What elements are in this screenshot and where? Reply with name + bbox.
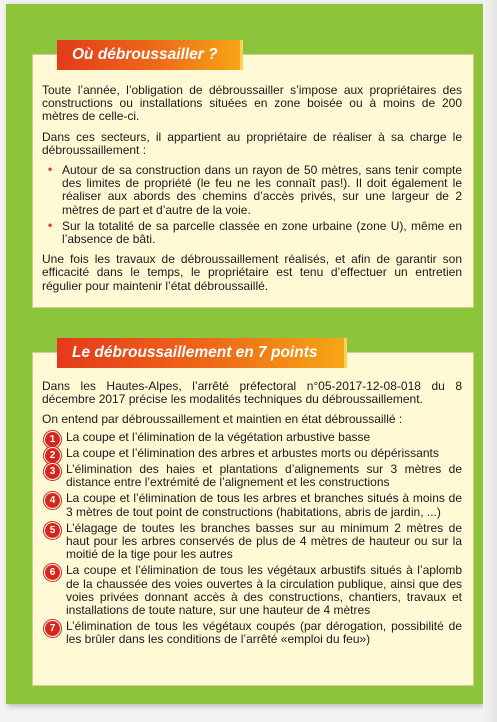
number-badge-icon: 4 bbox=[44, 492, 61, 509]
point-item bbox=[42, 492, 462, 518]
point-item bbox=[42, 447, 462, 460]
bullet-list bbox=[42, 164, 462, 246]
bullet-text: Autour de sa construction dans un rayon de 50 mètres, sans tenir compte des limites de propriété (le feu ne les connaît pas!). Il doit également le réaliser aux abords des chemins d’accès privés, sur une largeur de 2 mètres de part et d’autre de la voie. bbox=[62, 163, 462, 217]
point-text: La coupe et l’élimination de tous les arbres et branches situés à moins de 3 mètres de tout point de constructions (habitations, abris de jardin, ...) bbox=[66, 491, 462, 519]
section-title-7-points: Le débroussaillement en 7 points bbox=[57, 338, 347, 368]
point-text: La coupe et l’élimination des arbres et arbustes morts ou dépérissants bbox=[66, 445, 439, 460]
number-badge-icon: 3 bbox=[44, 463, 61, 480]
point-text: L’élagage de toutes les branches basses sur au minimum 2 mètres de haut pour les arbres conservés de plus de 4 mètres de hauteur ou sur la moitié de la tige pour les autres bbox=[66, 520, 462, 562]
point-item bbox=[42, 431, 462, 444]
paragraph-obligation: Toute l’année, l’obligation de débroussailler s’impose aux propriétaires des constructions ou installations situées en zone boisée ou à moins de 200 mètres de celle-ci. bbox=[42, 83, 462, 124]
numbered-points-list bbox=[42, 431, 462, 647]
paragraph-arrete: Dans les Hautes-Alpes, l’arrêté préfectoral n°05-2017-12-08-018 du 8 décembre 2017 précise les modalités techniques du débroussaillement. bbox=[42, 379, 462, 407]
bullet-text: Sur la totalité de sa parcelle classée en zone urbaine (zone U), même en l’absence de bâti. bbox=[62, 218, 462, 247]
number-badge-icon: 2 bbox=[44, 447, 61, 464]
bullet-icon: • bbox=[48, 217, 53, 232]
point-item bbox=[42, 620, 462, 646]
paragraph-definition: On entend par débroussaillement et maintien en état débroussaillé : bbox=[42, 412, 403, 427]
point-item bbox=[42, 522, 462, 562]
section-content-where bbox=[42, 84, 462, 300]
number-badge-icon: 5 bbox=[44, 522, 61, 539]
bullet-item bbox=[42, 217, 462, 247]
point-item bbox=[42, 463, 462, 489]
bullet-item bbox=[42, 164, 462, 217]
point-text: La coupe et l’élimination de tous les végétaux arbustifs situés à l’aplomb de la chaussée des voies ouvertes à la circulation publique, ainsi que des voies privées donnant accès à des constructions, chantiers, travaux et installations de toute nature, sur une hauteur de 4 mètres bbox=[66, 563, 462, 618]
paragraph-sectors: Dans ces secteurs, il appartient au propriétaire de réaliser à sa charge le débroussaillement : bbox=[42, 129, 462, 157]
point-text: La coupe et l’élimination de la végétation arbustive basse bbox=[66, 429, 371, 444]
number-badge-icon: 6 bbox=[44, 564, 61, 581]
point-text: L’élimination de tous les végétaux coupés (par dérogation, possibilité de les brûler dans les conditions de l’arrêté «emploi du feu») bbox=[66, 619, 462, 647]
section-title-where: Où débroussailler ? bbox=[57, 40, 243, 70]
paragraph-maintenance: Une fois les travaux de débroussaillement réalisés, et afin de garantir son efficacité dans le temps, le propriétaire est tenu d’effectuer un entretien régulier pour maintenir l’état débroussaillé. bbox=[42, 252, 462, 293]
point-item bbox=[42, 564, 462, 617]
point-text: L’élimination des haies et plantations d’alignements sur 3 mètres de distance entre l’extrémité de l’alignement et les constructions bbox=[66, 462, 462, 490]
number-badge-icon: 7 bbox=[44, 620, 61, 637]
bullet-icon: • bbox=[48, 162, 53, 177]
section-content-7-points bbox=[42, 380, 462, 650]
number-badge-icon: 1 bbox=[44, 431, 61, 448]
page-edge-shadow bbox=[483, 0, 497, 722]
